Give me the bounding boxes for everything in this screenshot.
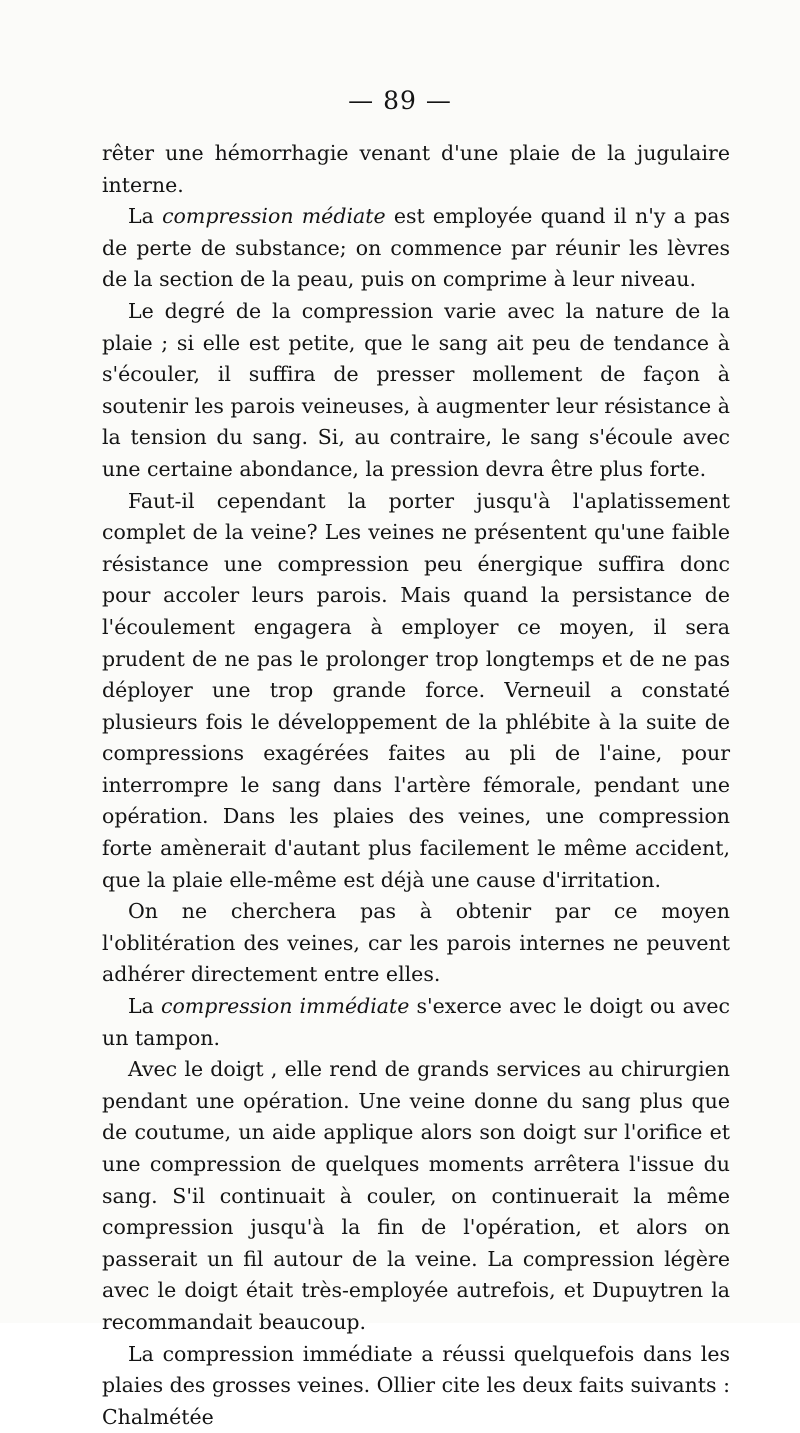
italic-term: compression immédiate <box>160 994 410 1019</box>
text-run: La compression immédiate a réussi quelquefois dans les plaies des grosses veines. Ollier cite les deux faits suivants : Chalmétée <box>102 1341 730 1429</box>
page-number: — 89 — <box>348 86 452 115</box>
paragraph-finger <box>102 1054 730 1338</box>
paragraph-obliteration <box>102 896 730 991</box>
text-run: s'exerce avec le doigt ou avec un tampon. <box>102 994 730 1050</box>
paragraph-continuation <box>102 138 730 201</box>
text-run: Le degré de la compression varie avec la nature de la plaie ; si elle est petite, que le sang ait peu de tendance à s'écouler, il suffira de presser mollement de façon à soutenir les parois veineuses, à augmenter leur résistance à la tension du sang. Si, au contraire, le sang s'écoule avec une certaine abondance, la pression devra être plus forte. <box>102 298 730 481</box>
italic-term: compression médiate <box>162 204 386 229</box>
text-run: On ne cherchera pas à obtenir par ce moyen l'oblitération des veines, car les parois internes ne peuvent adhérer directement entre elles. <box>102 899 730 987</box>
text-run: est employée quand il n'y a pas de perte de substance; on commence par réunir les lèvres de la section de la peau, puis on comprime à leur niveau. <box>102 204 730 292</box>
paragraph-compression-immediate <box>102 991 730 1054</box>
paragraph-flattening <box>102 486 730 897</box>
paragraph-large-veins <box>102 1339 730 1433</box>
text-run: Faut-il cependant la porter jusqu'à l'aplatissement complet de la veine? Les veines ne présentent qu'une faible résistance une compression peu énergique suffira donc pour accoler leurs parois. Mais quand la persistance de l'écoulement engagera à employer ce moyen, il sera prudent de ne pas le prolonger trop longtemps et de ne pas déployer une trop grande force. Verneuil a constaté plusieurs fois le développement de la phlébite à la suite de compressions exagérées faites au pli de l'aine, pour interrompre le sang dans l'artère fémorale, pendant une opération. Dans les plaies des veines, une compression forte amènerait d'autant plus facilement le même accident, que la plaie elle-même est déjà une cause d'irritation. <box>102 488 730 892</box>
text-run: La <box>128 204 163 229</box>
body-text <box>102 138 730 1433</box>
text-run: Avec le doigt , elle rend de grands services au chirurgien pendant une opération. Une veine donne du sang plus que de coutume, un aide applique alors son doigt sur l'orifice et une compression de quelques moments arrêtera l'issue du sang. S'il continuait à couler, on continuerait la même compression jusqu'à la fin de l'opération, et alors on passerait un fil autour de la veine. La compression légère avec le doigt était très-employée autrefois, et Dupuytren la recommandait beaucoup. <box>102 1057 730 1334</box>
paragraph-degree-of-compression <box>102 296 730 486</box>
paragraph-compression-mediate <box>102 201 730 296</box>
text-run: La <box>128 994 161 1019</box>
text-run: rêter une hémorrhagie venant d'une plaie de la jugulaire interne. <box>102 141 730 197</box>
